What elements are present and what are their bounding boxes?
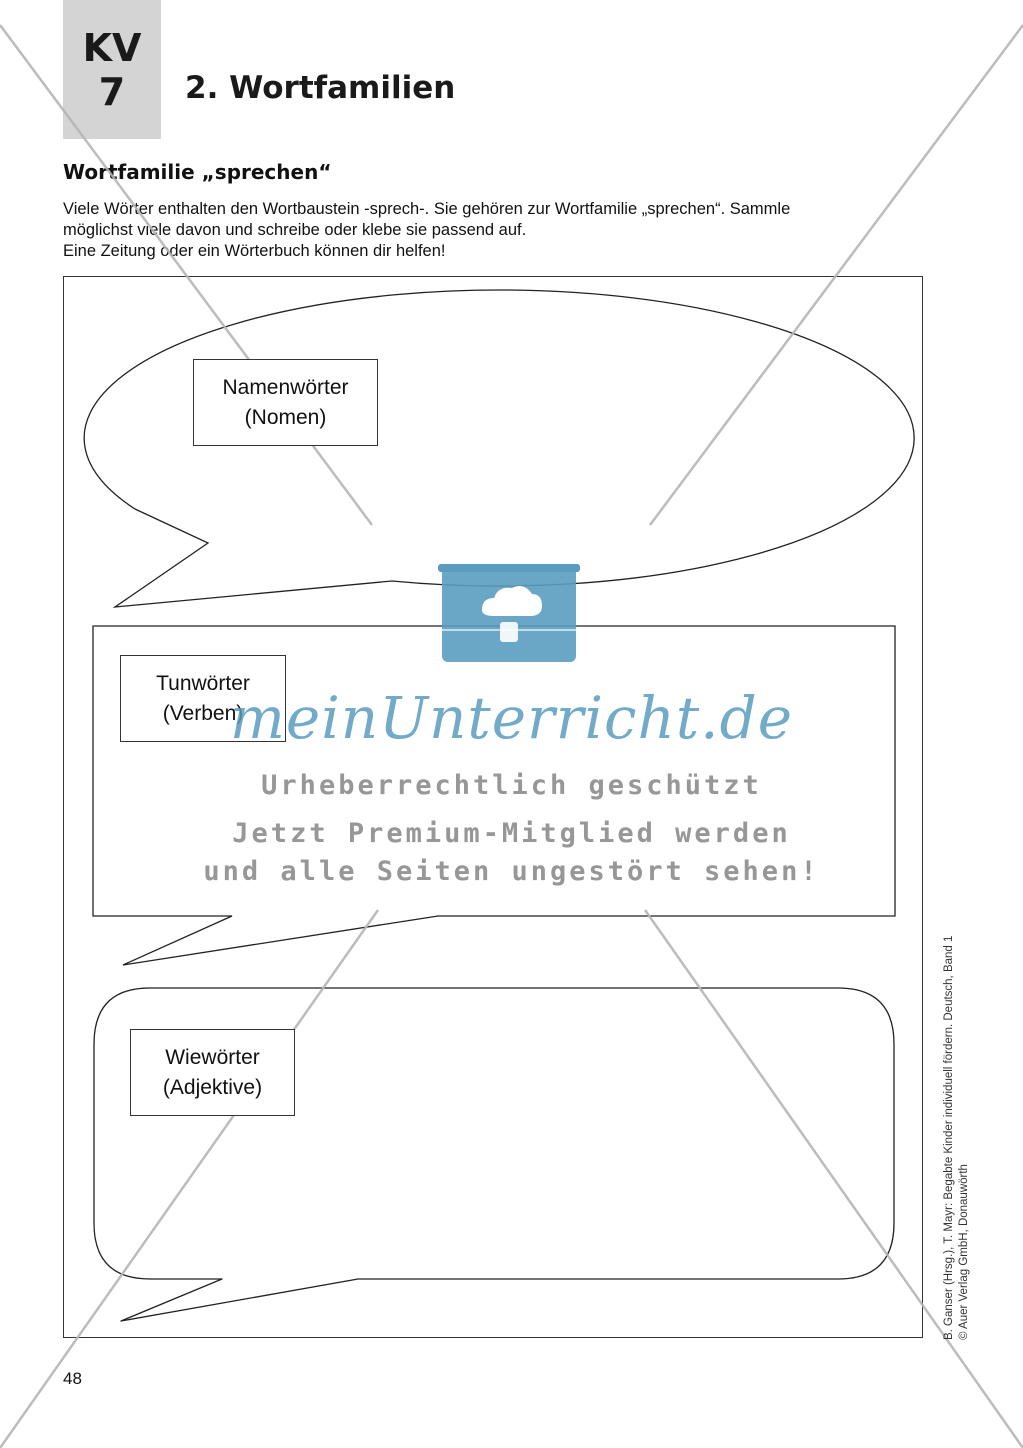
instruction-line: Viele Wörter enthalten den Wortbaustein -sprech-. Sie gehören zur Wortfamilie „sprechen“. Sammle [63,200,791,218]
watermark-brand: meinUnterricht.de [229,684,794,752]
kv-number: 7 [98,69,126,114]
briefcase-icon [438,560,580,666]
label-adjektive-sub: (Adjektive) [162,1075,263,1099]
watermark-cta-line1: Jetzt Premium-Mitglied werden [232,818,791,849]
source-line: B. Ganser (Hrsg.), T. Mayr: Begabte Kinder individuell fördern. Deutsch, Band 1 [943,935,955,1340]
label-adjektive-title: Wiewörter [165,1045,260,1069]
kv-label: KV [82,25,142,70]
label-verben-title: Tunwörter [156,671,250,695]
watermark-cta-line2: und alle Seiten ungestört sehen! [203,856,820,887]
instruction-line: möglichst viele davon und schreibe oder klebe sie passend auf. [63,221,527,239]
page-number: 48 [63,1369,82,1388]
instruction-line: Eine Zeitung oder ein Wörterbuch können dir helfen! [63,242,446,260]
label-nomen-title: Namenwörter [222,375,349,399]
label-box-adjektive [130,1029,295,1116]
label-nomen-sub: (Nomen) [244,405,327,429]
page-title: 2. Wortfamilien [185,70,456,106]
copyright-line: © Auer Verlag GmbH, Donauwörth [958,1164,970,1340]
section-subtitle: Wortfamilie „sprechen“ [63,160,332,184]
source-credit [942,880,972,1340]
label-box-nomen [193,359,378,446]
label-verben-sub: (Verben) [162,701,244,725]
watermark-copyright: Urheberrechtlich geschützt [261,770,762,801]
